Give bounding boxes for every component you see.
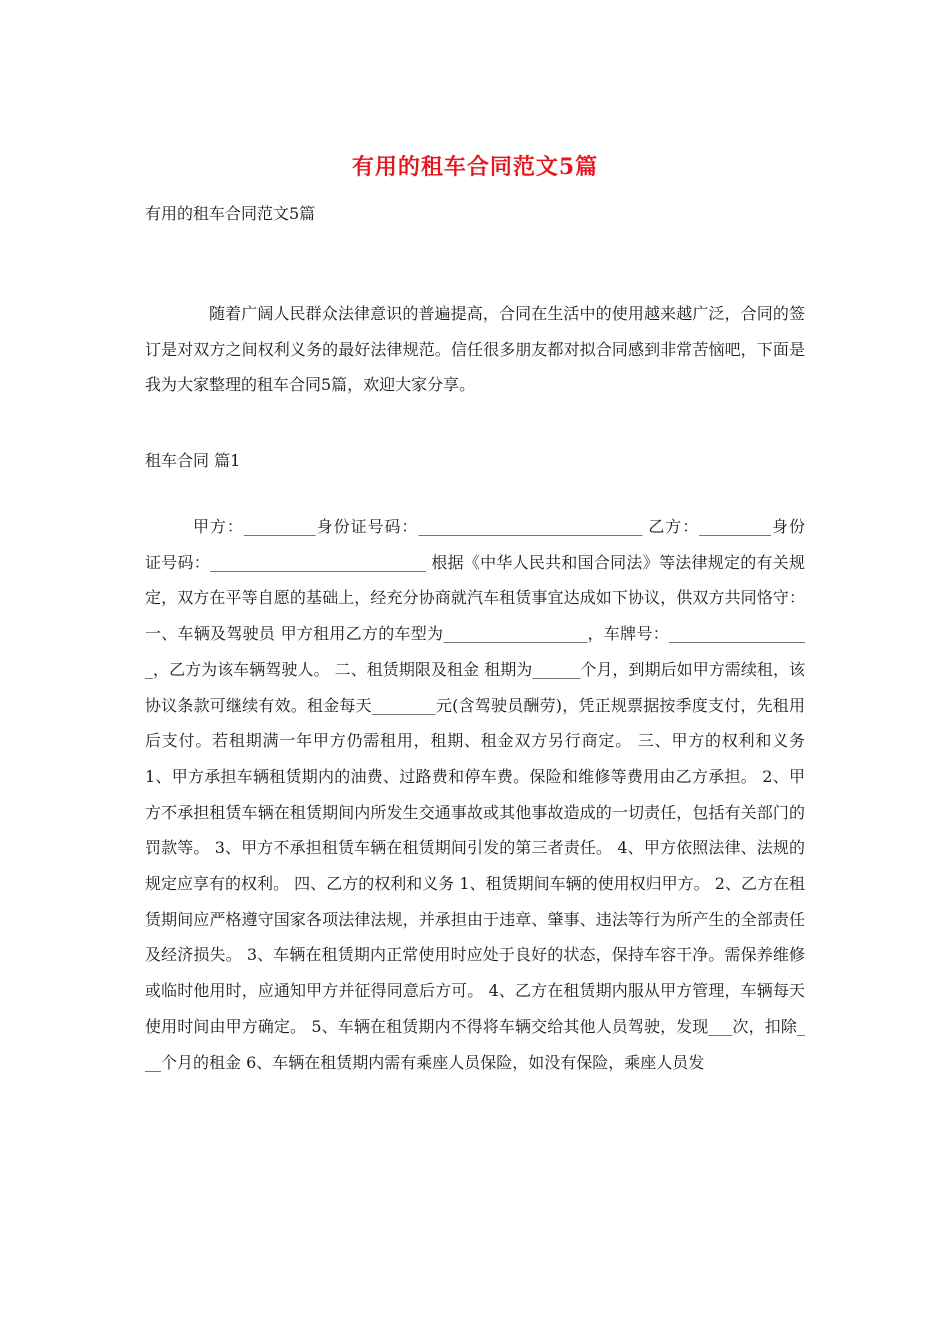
document-title: 有用的租车合同范文5篇 <box>351 154 599 180</box>
section-heading: 租车合同 篇1 <box>145 451 241 470</box>
intro-paragraph: 随着广阔人民群众法律意识的普遍提高，合同在生活中的使用越来越广泛，合同的签订是对双方之间权利义务的最好法律规范。信任很多朋友都对拟合同感到非常苦恼吧，下面是我为大家整理的租车合同5篇，欢迎大家分享。 <box>145 304 805 395</box>
document-subtitle: 有用的租车合同范文5篇 <box>145 204 316 223</box>
contract-body-paragraph: 甲方：_________身份证号码：____________________________ 乙方：_________身份证号码：___________________________ 根据《中华人民共和国合同法》等法律规定的有关规定，双方在平等自愿的基础上，经充分协商就汽车租赁事宜达成如下协议，供双方共同恪守： 一、车辆及驾驶员 甲方租用乙方的车型为__________________，车牌号：__________________，乙方为该车辆驾驶人。 二、租赁期限及租金 租期为______个月，到期后如甲方需续租，该协议条款可继续有效。租金每天________元(含驾驶员酬劳)，凭正规票据按季度支付，先租用后支付。若租期满一年甲方仍需租用，租期、租金双方另行商定。 三、甲方的权利和义务 1、甲方承担车辆租赁期内的油费、过路费和停车费。保险和维修等费用由乙方承担。 2、甲方不承担租赁车辆在租赁期间内所发生交通事故或其他事故造成的一切责任，包括有关部门的罚款等。 3、甲方不承担租赁车辆在租赁期间引发的第三者责任。 4、甲方依照法律、法规的规定应享有的权利。 四、乙方的权利和义务 1、租赁期间车辆的使用权归甲方。 2、乙方在租赁期间应严格遵守国家各项法律法规，并承担由于违章、肇事、违法等行为所产生的全部责任及经济损失。 3、车辆在租赁期内正常使用时应处于良好的状态，保持车容干净。需保养维修或临时他用时，应通知甲方并征得同意后方可。 4、乙方在租赁期内服从甲方管理，车辆每天使用时间由甲方确定。 5、车辆在租赁期内不得将车辆交给其他人员驾驶，发现___次，扣除___个月的租金 6、车辆在租赁期内需有乘座人员保险，如没有保险，乘座人员发 <box>145 517 805 1072</box>
